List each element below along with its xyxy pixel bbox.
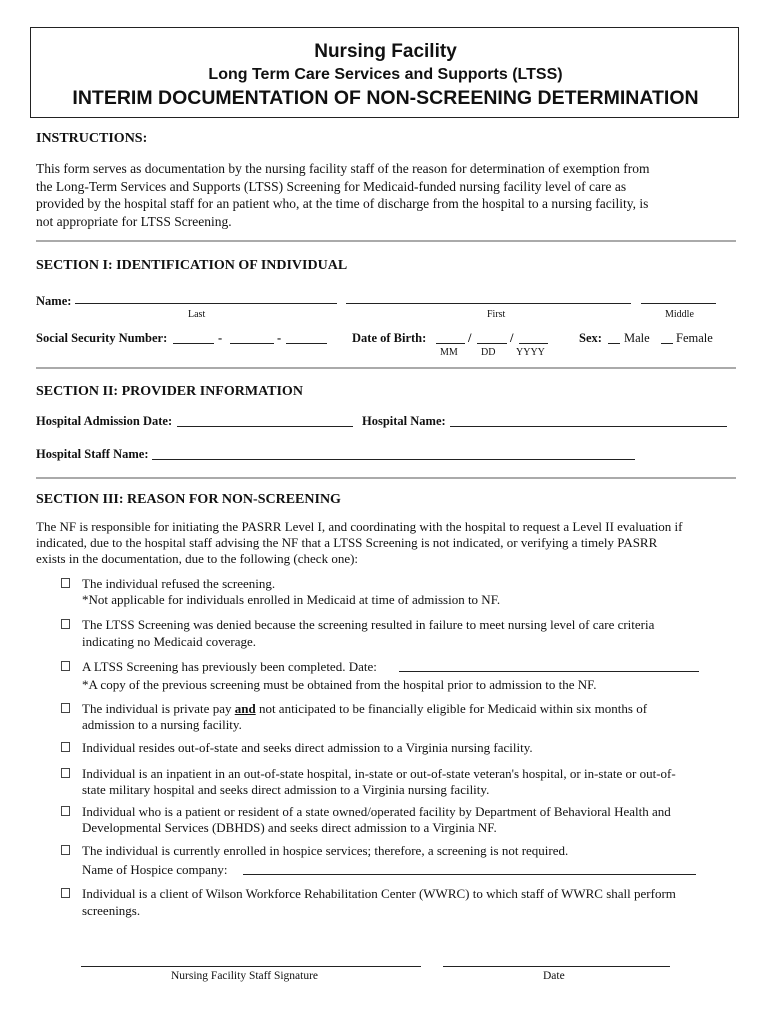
section-2-heading: SECTION II: PROVIDER INFORMATION xyxy=(36,384,303,399)
section-3-intro-2: indicated, due to the hospital staff advising the NF that a LTSS Screening is not indicated, or verifying a timely PASRR xyxy=(36,535,658,550)
female-checkline[interactable] xyxy=(661,343,673,344)
item-previous-screening: A LTSS Screening has previously been completed. Date: xyxy=(82,659,377,674)
item-private-pay xyxy=(82,701,647,717)
female-option: Female xyxy=(676,331,713,345)
private-pay-checkbox[interactable] xyxy=(61,703,70,713)
last-name-field[interactable] xyxy=(75,303,337,304)
instructions-line-1: This form serves as documentation by the nursing facility staff of the reason for determination of exemption from xyxy=(36,161,650,176)
hospice-company-field[interactable] xyxy=(243,874,696,875)
section-divider xyxy=(36,367,736,369)
dob-month-field[interactable] xyxy=(436,343,465,344)
hospital-staff-name-field[interactable] xyxy=(152,459,635,460)
item-private-pay-pre: The individual is private pay xyxy=(82,701,232,716)
middle-name-field[interactable] xyxy=(641,303,716,304)
signature-field[interactable] xyxy=(81,966,421,967)
denied-checkbox[interactable] xyxy=(61,619,70,629)
item-refused-note: *Not applicable for individuals enrolled in Medicaid at time of admission to NF. xyxy=(82,592,501,607)
ssn-part-2-field[interactable] xyxy=(230,343,274,344)
dob-year-field[interactable] xyxy=(519,343,548,344)
item-previous-screening-note: *A copy of the previous screening must be obtained from the hospital prior to admission to the NF. xyxy=(82,677,597,692)
middle-caption: Middle xyxy=(665,309,694,320)
hospital-name-label: Hospital Name: xyxy=(362,414,446,428)
item-inpatient-2: state military hospital and seeks direct admission to a Virginia nursing facility. xyxy=(82,782,490,797)
instructions-line-4: not appropriate for LTSS Screening. xyxy=(36,213,232,229)
admission-date-label: Hospital Admission Date: xyxy=(36,414,173,428)
sex-label: Sex: xyxy=(579,331,602,345)
dob-separator: / xyxy=(510,331,514,345)
item-private-pay-2: admission to a nursing facility. xyxy=(82,717,242,732)
admission-date-field[interactable] xyxy=(177,426,353,427)
hospice-company-label: Name of Hospice company: xyxy=(82,862,228,877)
item-inpatient-1: Individual is an inpatient in an out-of-state hospital, in-state or out-of-state veteran's hospital, or in-state or out-of- xyxy=(82,766,676,781)
ssn-part-1-field[interactable] xyxy=(173,343,214,344)
item-denied-2: indicating no Medicaid coverage. xyxy=(82,634,256,649)
first-name-field[interactable] xyxy=(346,303,631,304)
yyyy-caption: YYYY xyxy=(516,347,545,358)
hospital-name-field[interactable] xyxy=(450,426,727,427)
item-denied-1: The LTSS Screening was denied because the screening resulted in failure to meet nursing level of care criteria xyxy=(82,617,655,632)
document-title: INTERIM DOCUMENTATION OF NON-SCREENING DETERMINATION xyxy=(72,87,699,109)
signature-date-field[interactable] xyxy=(443,966,670,967)
wwrc-checkbox[interactable] xyxy=(61,888,70,898)
refused-checkbox[interactable] xyxy=(61,578,70,588)
last-caption: Last xyxy=(188,309,206,320)
name-label: Name: xyxy=(36,294,72,308)
item-out-of-state: Individual resides out-of-state and seeks direct admission to a Virginia nursing facility. xyxy=(82,740,533,755)
ssn-separator: - xyxy=(218,331,223,345)
ssn-separator: - xyxy=(277,331,282,345)
male-option: Male xyxy=(624,331,650,345)
item-private-pay-post: not anticipated to be financially eligible for Medicaid within six months of xyxy=(258,701,648,716)
dob-day-field[interactable] xyxy=(477,343,507,344)
section-3-intro-3: exists in the documentation, due to the following (check one): xyxy=(36,551,359,566)
instructions-line-3: provided by the hospital staff for an patient who, at the time of discharge from the hospital to a nursing facility, is xyxy=(36,196,649,211)
emphasis-and: and xyxy=(234,701,256,716)
instructions-heading: INSTRUCTIONS: xyxy=(36,131,148,146)
ssn-part-3-field[interactable] xyxy=(286,343,327,344)
first-caption: First xyxy=(487,309,506,320)
dbhds-checkbox[interactable] xyxy=(61,806,70,816)
section-divider xyxy=(36,477,736,479)
item-wwrc-2: screenings. xyxy=(82,903,141,918)
dd-caption: DD xyxy=(481,347,496,358)
male-checkline[interactable] xyxy=(608,343,620,344)
item-wwrc-1: Individual is a client of Wilson Workforce Rehabilitation Center (WWRC) to which staff of WWRC shall perform xyxy=(82,886,676,901)
signature-caption: Nursing Facility Staff Signature xyxy=(171,970,319,982)
previous-screening-date-field[interactable] xyxy=(399,671,699,672)
dob-separator: / xyxy=(468,331,472,345)
item-dbhds-2: Developmental Services (DBHDS) and seeks direct admission to a Virginia NF. xyxy=(82,820,497,835)
out-of-state-checkbox[interactable] xyxy=(61,742,70,752)
ssn-label: Social Security Number: xyxy=(36,331,168,345)
item-refused: The individual refused the screening. xyxy=(82,576,276,591)
form-header xyxy=(30,27,739,118)
section-1-heading: SECTION I: IDENTIFICATION OF INDIVIDUAL xyxy=(36,258,348,273)
date-caption: Date xyxy=(543,970,565,982)
previous-screening-checkbox[interactable] xyxy=(61,661,70,671)
hospice-checkbox[interactable] xyxy=(61,845,70,855)
instructions-line-2: the Long-Term Services and Supports (LTSS) Screening for Medicaid-funded nursing facility level of care as xyxy=(36,178,627,194)
section-3-heading: SECTION III: REASON FOR NON-SCREENING xyxy=(36,492,341,507)
hospital-staff-name-label: Hospital Staff Name: xyxy=(36,447,149,461)
mm-caption: MM xyxy=(440,347,458,358)
inpatient-checkbox[interactable] xyxy=(61,768,70,778)
dob-label: Date of Birth: xyxy=(352,331,427,345)
item-hospice: The individual is currently enrolled in hospice services; therefore, a screening is not required. xyxy=(82,843,569,858)
item-dbhds-1: Individual who is a patient or resident of a state owned/operated facility by Department of Behavioral Health and xyxy=(82,804,671,819)
form-title: Nursing Facility xyxy=(314,41,457,62)
section-divider xyxy=(36,240,736,242)
form-subtitle: Long Term Care Services and Supports (LTSS) xyxy=(208,66,563,83)
section-3-intro-1: The NF is responsible for initiating the PASRR Level I, and coordinating with the hospital to request a Level II evaluation if xyxy=(36,519,683,534)
